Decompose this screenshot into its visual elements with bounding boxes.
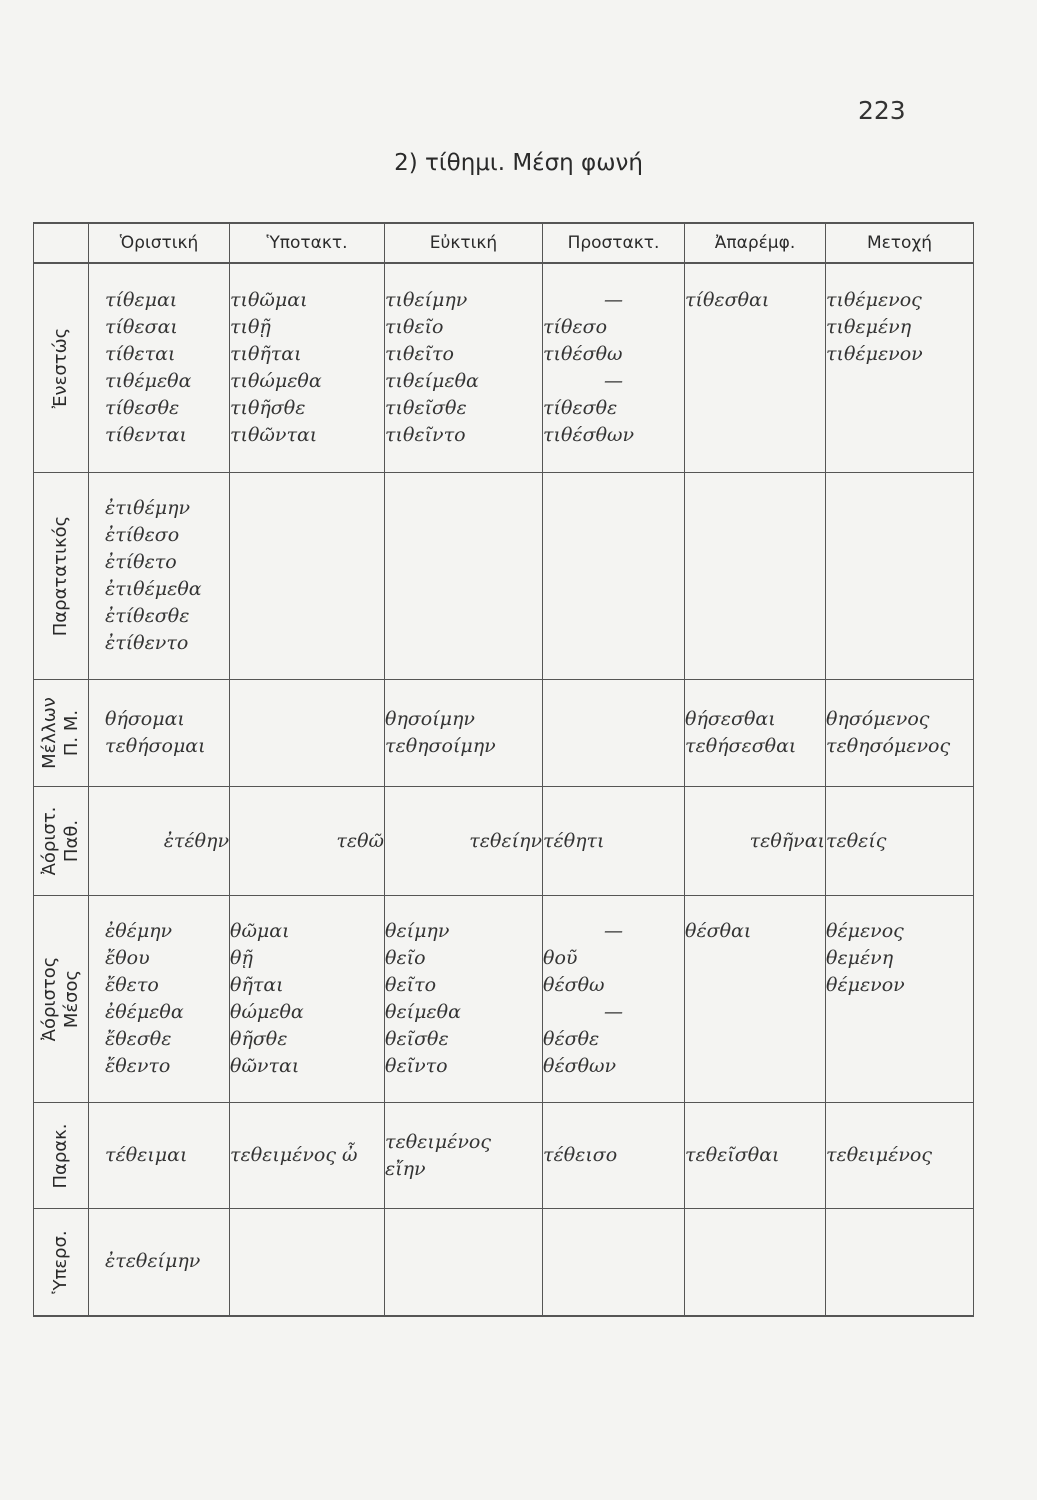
form-cell [543, 472, 685, 679]
form-cell [543, 1103, 685, 1209]
form-line: ἐθέμην [105, 920, 173, 943]
header-cell-indicative: Ὁριστική [89, 223, 230, 263]
form-line: τιθῶμαι [230, 288, 308, 311]
form-line: θῆσθε [230, 1028, 288, 1051]
table-row [34, 1208, 974, 1316]
form-line: τίθεσθε [105, 396, 180, 419]
form-line [826, 422, 973, 449]
form-line: θέμενον [826, 974, 905, 997]
form-line: θέμενος [826, 920, 904, 943]
form-line: τίθεται [105, 342, 176, 365]
form-line: τεθείην [469, 829, 542, 852]
form-line: ἐτέθην [163, 829, 229, 852]
form-cell [826, 472, 974, 679]
form-line: τίθεμαι [105, 288, 178, 311]
form-line: θείμην [385, 920, 450, 943]
tense-label-line: Μέσος [61, 970, 82, 1029]
conjugation-table [33, 222, 974, 1317]
tense-label-line: Μέλλων [39, 697, 60, 770]
form-cell [230, 896, 385, 1103]
form-line: τεθησοίμην [385, 735, 496, 758]
form-line: τιθέμενον [826, 342, 923, 365]
form-line: τιθέμεθα [105, 369, 192, 392]
form-line: θῶμαι [230, 920, 290, 943]
tense-label [39, 697, 83, 769]
table-row [34, 787, 974, 896]
tense-label-line: Π. Μ. [61, 710, 82, 757]
form-line: τίθενται [105, 423, 187, 446]
form-line: θῇ [230, 947, 253, 970]
tense-label-line: Ἀόριστ. [39, 806, 60, 876]
header-row [34, 223, 974, 263]
form-cell [543, 263, 685, 472]
form-line: τιθέμενος [826, 288, 922, 311]
form-line: ἐτίθεσθε [105, 604, 190, 627]
form-cell [685, 472, 826, 679]
form-line: τιθῆσθε [230, 396, 306, 419]
table-row [34, 896, 974, 1103]
form-line [826, 1053, 973, 1080]
tense-label-line: Παρατατικός [50, 515, 71, 637]
form-cell [685, 896, 826, 1103]
form-cell [543, 1208, 685, 1316]
form-cell [385, 1103, 543, 1209]
form-line: τίθεσο [543, 315, 608, 338]
form-line: ἐτίθεντο [105, 631, 189, 654]
form-line: τιθείμεθα [385, 369, 479, 392]
form-line: τιθεῖο [385, 315, 444, 338]
form-line: θῆται [230, 974, 284, 997]
form-line: ἔθου [105, 947, 150, 970]
form-line [685, 422, 825, 449]
form-cell [89, 787, 230, 896]
page-title: 2) τίθημι. Μέση φωνή [394, 150, 643, 176]
tense-label-line: Ἀόριστος [39, 956, 60, 1042]
form-cell [385, 263, 543, 472]
form-line: ἐτιθέμεθα [105, 577, 202, 600]
form-cell [89, 1103, 230, 1209]
form-line [685, 972, 825, 999]
form-line: τιθεῖτο [385, 342, 454, 365]
form-cell [685, 787, 826, 896]
form-line: εἴην [385, 1157, 426, 1180]
form-line: τιθεῖσθε [385, 396, 467, 419]
tense-label-line: Παρακ. [50, 1123, 71, 1189]
form-line: τιθῶνται [230, 423, 318, 446]
form-cell [826, 1208, 974, 1316]
form-line: θήσομαι [105, 708, 185, 731]
tense-cell [34, 679, 89, 787]
form-cell [826, 787, 974, 896]
form-line [685, 368, 825, 395]
form-line: θησοίμην [385, 708, 475, 731]
tense-cell [34, 472, 89, 679]
form-line [685, 945, 825, 972]
form-line [685, 395, 825, 422]
form-line: ἔθεντο [105, 1055, 171, 1078]
tense-cell [34, 787, 89, 896]
form-line: ἐτίθεσο [105, 523, 180, 546]
header-cell-infinitive: Ἀπαρέμφ. [685, 223, 826, 263]
form-line: τεθῆναι [749, 829, 825, 852]
form-cell [230, 679, 385, 787]
form-line [685, 1053, 825, 1080]
tense-label-line: Ἐνεστώς [50, 327, 71, 409]
table-row [34, 1103, 974, 1209]
form-line: θεῖσθε [385, 1028, 449, 1051]
form-line: ἐθέμεθα [105, 1001, 184, 1024]
form-line: θώμεθα [230, 1001, 304, 1024]
form-line: ἔθετο [105, 974, 159, 997]
tense-label [39, 957, 83, 1042]
form-line: τεθειμένος ὦ [230, 1144, 358, 1167]
form-line: τίθεσθαι [685, 288, 770, 311]
form-line: τέθειμαι [105, 1144, 188, 1167]
form-cell [685, 1208, 826, 1316]
form-line [685, 1026, 825, 1053]
tense-label [50, 516, 72, 637]
form-line: τιθῇ [230, 315, 271, 338]
form-line: — [604, 920, 623, 943]
header-cell-tense [34, 223, 89, 263]
form-line: τιθῆται [230, 342, 302, 365]
form-cell [543, 787, 685, 896]
form-line: θοῦ [543, 947, 578, 970]
form-line: τεθεῖσθαι [685, 1144, 780, 1167]
tense-cell [34, 263, 89, 472]
form-line: τεθείς [826, 829, 887, 852]
form-cell [826, 1103, 974, 1209]
form-line: τεθήσεσθαι [685, 735, 797, 758]
form-cell [543, 896, 685, 1103]
tense-cell [34, 896, 89, 1103]
tense-cell [34, 1103, 89, 1209]
header-cell-imperative: Προστακτ. [543, 223, 685, 263]
form-line: τεθήσομαι [105, 735, 206, 758]
form-line: θέσθω [543, 974, 605, 997]
form-cell [685, 679, 826, 787]
tense-cell [34, 1208, 89, 1316]
form-line: τεθῶ [336, 829, 384, 852]
form-line [685, 341, 825, 368]
form-cell [230, 787, 385, 896]
form-line: τεθησόμενος [826, 735, 951, 758]
form-line: τίθεσαι [105, 315, 178, 338]
form-cell [826, 896, 974, 1103]
form-line: τέθεισο [543, 1144, 618, 1167]
form-line: τιθεμένη [826, 315, 912, 338]
form-line: τέθητι [543, 829, 605, 852]
tense-label [50, 1123, 72, 1188]
form-line: — [604, 1001, 623, 1024]
form-line: ἐτιθέμην [105, 496, 191, 519]
form-cell [385, 896, 543, 1103]
form-line [826, 368, 973, 395]
form-cell [89, 263, 230, 472]
tense-label [39, 807, 83, 876]
tense-label-line: Παθ. [61, 820, 82, 863]
form-cell [685, 1103, 826, 1209]
tense-label-line: Ὑπερσ. [50, 1230, 71, 1294]
form-cell [385, 679, 543, 787]
form-line: θεῖτο [385, 974, 437, 997]
form-cell [385, 472, 543, 679]
form-line: τεθειμένος [826, 1144, 932, 1167]
form-line: θέσθαι [685, 920, 752, 943]
form-cell [230, 472, 385, 679]
form-line: θέσθων [543, 1055, 617, 1078]
form-cell [230, 1103, 385, 1209]
form-cell [826, 263, 974, 472]
form-line: θεῖντο [385, 1055, 448, 1078]
form-cell [685, 263, 826, 472]
tense-label [50, 1230, 72, 1293]
form-line: ἐτεθείμην [105, 1250, 201, 1273]
table-row [34, 472, 974, 679]
form-line [685, 999, 825, 1026]
header-cell-subjunctive: Ὑποτακτ. [230, 223, 385, 263]
form-cell [385, 787, 543, 896]
form-line: θείμεθα [385, 1001, 461, 1024]
form-cell [230, 263, 385, 472]
form-line [826, 999, 973, 1026]
form-cell [89, 1208, 230, 1316]
form-line: θέσθε [543, 1028, 600, 1051]
form-cell [89, 472, 230, 679]
form-line: θησόμενος [826, 708, 930, 731]
table-row [34, 263, 974, 472]
form-line: τιθώμεθα [230, 369, 322, 392]
form-line: τιθέσθω [543, 342, 623, 365]
form-line: ἔθεσθε [105, 1028, 172, 1051]
form-cell [89, 896, 230, 1103]
page-number: 223 [858, 96, 906, 125]
form-line: θεμένη [826, 947, 894, 970]
form-line: τεθειμένος [385, 1130, 491, 1153]
tense-label [50, 328, 72, 408]
header-cell-participle: Μετοχή [826, 223, 974, 263]
form-line: θῶνται [230, 1055, 300, 1078]
form-line: τιθεῖντο [385, 423, 466, 446]
form-line: τιθείμην [385, 288, 468, 311]
table-row [34, 679, 974, 787]
form-line: τίθεσθε [543, 396, 618, 419]
form-line [826, 395, 973, 422]
form-line [826, 1026, 973, 1053]
form-cell [230, 1208, 385, 1316]
form-cell [543, 679, 685, 787]
form-line [685, 314, 825, 341]
header-cell-optative: Εὐκτική [385, 223, 543, 263]
form-line: θήσεσθαι [685, 708, 776, 731]
form-line: τιθέσθων [543, 423, 635, 446]
form-cell [385, 1208, 543, 1316]
form-line: θεῖο [385, 947, 426, 970]
form-line: — [604, 369, 623, 392]
form-line: ἐτίθετο [105, 550, 177, 573]
form-cell [826, 679, 974, 787]
form-line: — [604, 288, 623, 311]
form-cell [89, 679, 230, 787]
